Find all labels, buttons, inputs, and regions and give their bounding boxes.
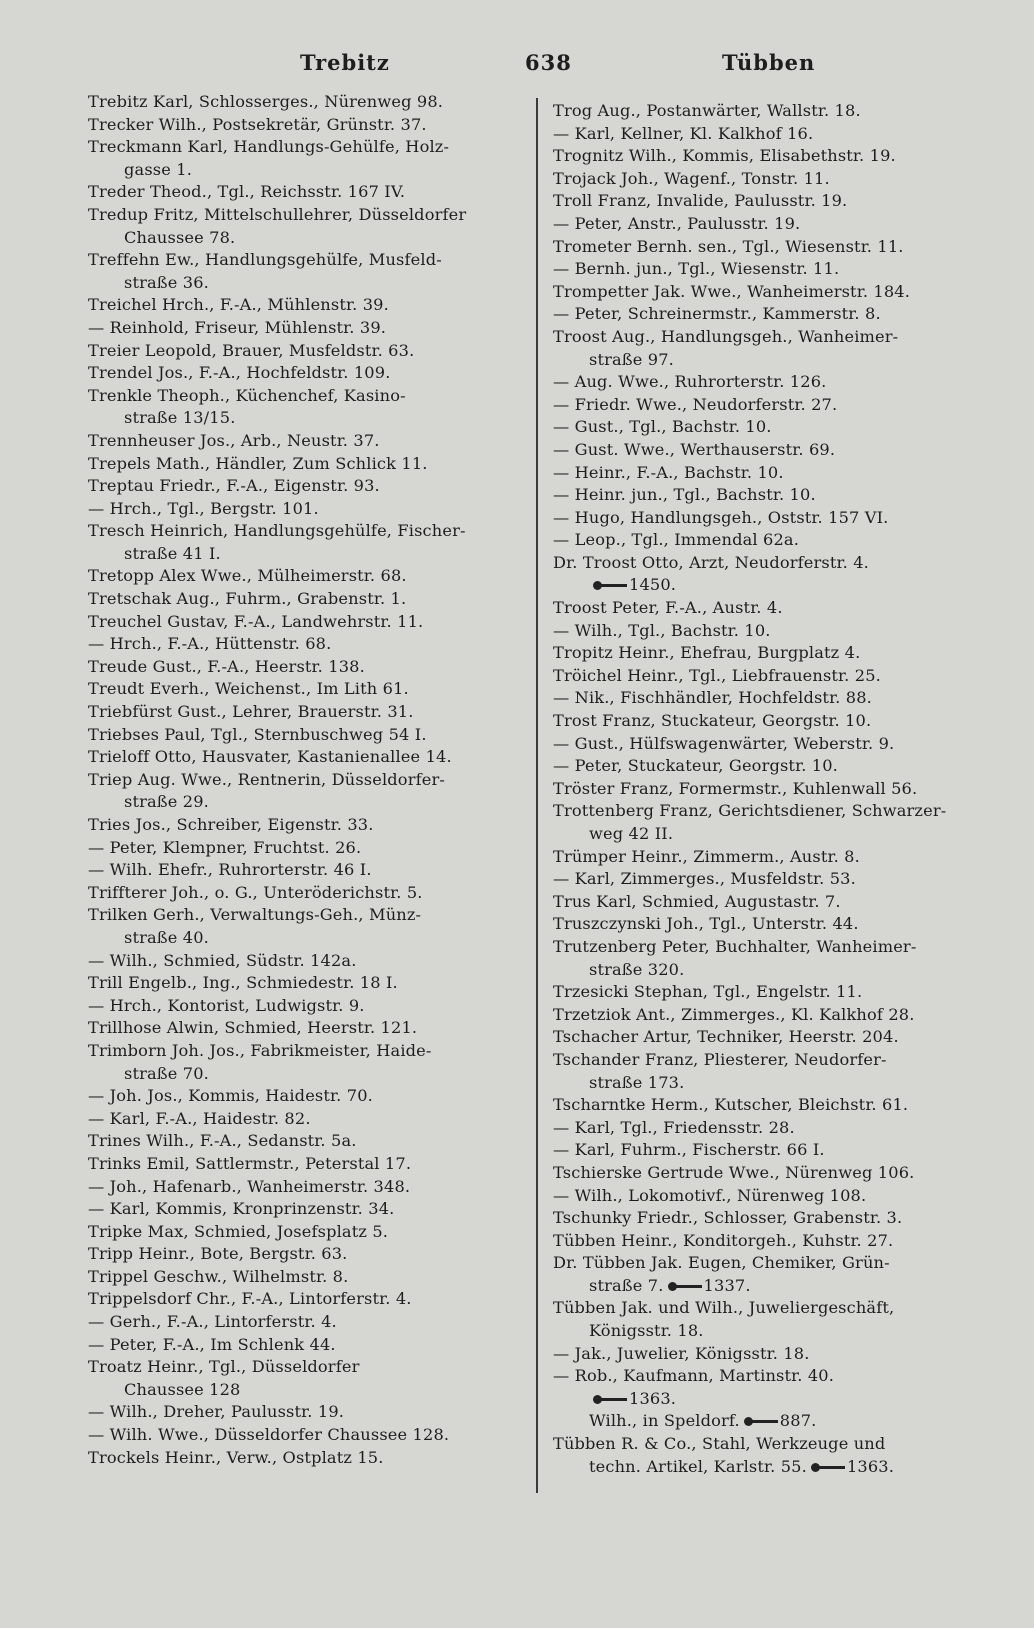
entry-continuation xyxy=(553,574,978,597)
directory-entry xyxy=(88,1198,513,1221)
entry-text: Trilken Gerh., Verwaltungs-Geh., Münz- xyxy=(88,905,422,925)
entry-text: Tübben Jak. und Wilh., Juweliergeschäft, xyxy=(553,1298,895,1318)
entry-text: — Karl, Kellner, Kl. Kalkhof 16. xyxy=(553,123,814,143)
directory-entry xyxy=(553,1004,978,1027)
directory-entry xyxy=(553,891,978,914)
directory-entry xyxy=(553,1297,978,1320)
entry-text: Treier Leopold, Brauer, Musfeldstr. 63. xyxy=(88,340,415,360)
column-divider xyxy=(536,98,538,1493)
directory-entry xyxy=(553,1049,978,1072)
entry-text: Trieloff Otto, Hausvater, Kastanienallee 14. xyxy=(88,747,452,767)
entry-text: Trutzenberg Peter, Buchhalter, Wanheimer- xyxy=(553,936,917,956)
telephone-icon xyxy=(593,580,623,591)
directory-entry xyxy=(553,936,978,959)
entry-text: Trillhose Alwin, Schmied, Heerstr. 121. xyxy=(88,1018,418,1038)
entry-text: — Hrch., Kontorist, Ludwigstr. 9. xyxy=(88,995,365,1015)
entry-text: — Gust., Hülfswagenwärter, Weberstr. 9. xyxy=(553,733,895,753)
entry-continuation xyxy=(88,227,513,250)
left-column xyxy=(88,91,513,1469)
directory-entry xyxy=(553,303,978,326)
directory-entry xyxy=(553,123,978,146)
entry-text: Tripp Heinr., Bote, Bergstr. 63. xyxy=(88,1244,348,1264)
entry-text: — Rob., Kaufmann, Martinstr. 40. xyxy=(553,1366,835,1386)
directory-entry xyxy=(88,362,513,385)
entry-text: straße 13/15. xyxy=(124,408,236,428)
directory-entry xyxy=(88,249,513,272)
entry-text: — Karl, Zimmerges., Musfeldstr. 53. xyxy=(553,869,856,889)
entry-text: Triebses Paul, Tgl., Sternbuschweg 54 I. xyxy=(88,724,427,744)
entry-text: — Hugo, Handlungsgeh., Oststr. 157 VI. xyxy=(553,507,889,527)
entry-text: Trost Franz, Stuckateur, Georgstr. 10. xyxy=(553,711,872,731)
entry-text: — Wilh. Ehefr., Ruhrorterstr. 46 I. xyxy=(88,860,372,880)
entry-text: — Wilh., Tgl., Bachstr. 10. xyxy=(553,620,771,640)
entry-text: weg 42 II. xyxy=(589,824,674,843)
directory-entry xyxy=(88,904,513,927)
running-head-right: Tübben xyxy=(722,50,816,75)
entry-text: Troatz Heinr., Tgl., Düsseldorfer xyxy=(88,1357,360,1377)
entry-text: Treudt Everh., Weichenst., Im Lith 61. xyxy=(88,679,409,699)
directory-entry xyxy=(88,1176,513,1199)
directory-entry xyxy=(88,565,513,588)
directory-entry xyxy=(553,620,978,643)
entry-text: Trompetter Jak. Wwe., Wanheimerstr. 184. xyxy=(553,281,911,301)
directory-entry xyxy=(553,213,978,236)
entry-text: Königsstr. 18. xyxy=(589,1321,704,1341)
entry-text: — Heinr., F.-A., Bachstr. 10. xyxy=(553,462,784,482)
running-head-left: Trebitz xyxy=(300,50,390,75)
entry-text: — Peter, Stuckateur, Georgstr. 10. xyxy=(553,756,838,776)
entry-text: Tretopp Alex Wwe., Mülheimerstr. 68. xyxy=(88,566,407,586)
entry-continuation xyxy=(553,1275,978,1298)
entry-continuation xyxy=(88,272,513,295)
entry-text: Triffterer Joh., o. G., Unteröderichstr. 5. xyxy=(88,882,423,902)
telephone-icon xyxy=(811,1462,841,1473)
directory-entry xyxy=(88,678,513,701)
directory-entry xyxy=(553,1207,978,1230)
entry-text: — Karl, Tgl., Friedensstr. 28. xyxy=(553,1117,795,1137)
directory-entry xyxy=(88,611,513,634)
entry-text: straße 36. xyxy=(124,272,209,292)
directory-entry xyxy=(553,371,978,394)
telephone-icon xyxy=(593,1394,623,1405)
entry-text: Tschierske Gertrude Wwe., Nürenweg 106. xyxy=(553,1162,915,1182)
directory-entry xyxy=(553,484,978,507)
entry-text: Troll Franz, Invalide, Paulusstr. 19. xyxy=(553,191,848,211)
directory-entry xyxy=(553,778,978,801)
directory-entry xyxy=(88,1221,513,1244)
directory-entry xyxy=(88,1040,513,1063)
entry-text: Trecker Wilh., Postsekretär, Grünstr. 37. xyxy=(88,114,427,134)
entry-text: — Joh., Hafenarb., Wanheimerstr. 348. xyxy=(88,1176,411,1196)
entry-text: straße 29. xyxy=(124,792,209,812)
entry-text: Trill Engelb., Ing., Schmiedestr. 18 I. xyxy=(88,973,398,993)
directory-entry xyxy=(553,981,978,1004)
directory-entry xyxy=(88,340,513,363)
entry-text: Chaussee 128 xyxy=(124,1379,241,1399)
directory-entry xyxy=(88,701,513,724)
entry-text: — Peter, Schreinermstr., Kammerstr. 8. xyxy=(553,304,881,324)
entry-text: straße 70. xyxy=(124,1063,209,1083)
directory-entry xyxy=(553,1185,978,1208)
directory-entry xyxy=(553,733,978,756)
directory-entry xyxy=(88,136,513,159)
directory-entry xyxy=(88,1243,513,1266)
entry-text: Trometer Bernh. sen., Tgl., Wiesenstr. 11. xyxy=(553,236,904,256)
entry-text: — Reinhold, Friseur, Mühlenstr. 39. xyxy=(88,317,387,337)
entry-text: Triebfürst Gust., Lehrer, Brauerstr. 31. xyxy=(88,702,414,722)
directory-entry xyxy=(88,1085,513,1108)
entry-continuation xyxy=(553,823,978,846)
entry-text: Tredup Fritz, Mittelschullehrer, Düsseldorfer xyxy=(88,204,467,224)
entry-continuation xyxy=(553,959,978,982)
directory-entry xyxy=(553,642,978,665)
entry-text: Treffehn Ew., Handlungsgehülfe, Musfeld- xyxy=(88,250,442,270)
directory-entry xyxy=(553,281,978,304)
entry-text: Trümper Heinr., Zimmerm., Austr. 8. xyxy=(553,846,860,866)
directory-entry xyxy=(88,1288,513,1311)
telephone-icon xyxy=(744,1416,774,1427)
entry-text: — Gust. Wwe., Werthauserstr. 69. xyxy=(553,439,836,459)
directory-entry xyxy=(88,91,513,114)
entry-text: Tschander Franz, Pliesterer, Neudorfer- xyxy=(553,1049,887,1069)
directory-entry xyxy=(88,814,513,837)
entry-continuation xyxy=(88,159,513,182)
directory-entry xyxy=(88,498,513,521)
entry-continuation xyxy=(88,791,513,814)
directory-entry xyxy=(553,913,978,936)
entry-text: Wilh., in Speldorf. xyxy=(589,1411,740,1431)
entry-text: — Nik., Fischhändler, Hochfeldstr. 88. xyxy=(553,688,872,708)
entry-text: Treckmann Karl, Handlungs-Gehülfe, Holz- xyxy=(88,137,450,157)
entry-text: Tresch Heinrich, Handlungsgehülfe, Fischer- xyxy=(88,521,466,541)
directory-entry xyxy=(88,1356,513,1379)
entry-text: Tscharntke Herm., Kutscher, Bleichstr. 61. xyxy=(553,1095,909,1115)
telephone-number: 1363. xyxy=(629,1388,677,1408)
entry-text: Trenkle Theoph., Küchenchef, Kasino- xyxy=(88,385,406,405)
directory-entry xyxy=(553,800,978,823)
entry-text: Trippelsdorf Chr., F.-A., Lintorferstr. 4. xyxy=(88,1289,412,1309)
directory-entry xyxy=(88,1447,513,1470)
directory-entry xyxy=(553,755,978,778)
directory-entry xyxy=(88,1108,513,1131)
entry-text: — Bernh. jun., Tgl., Wiesenstr. 11. xyxy=(553,259,840,279)
directory-entry xyxy=(553,1026,978,1049)
telephone-icon xyxy=(668,1281,698,1292)
entry-text: — Hrch., Tgl., Bergstr. 101. xyxy=(88,498,319,518)
entry-continuation xyxy=(88,927,513,950)
directory-entry xyxy=(553,394,978,417)
directory-entry xyxy=(553,145,978,168)
entry-text: Treptau Friedr., F.-A., Eigenstr. 93. xyxy=(88,476,380,496)
directory-entry xyxy=(553,236,978,259)
entry-text: straße 320. xyxy=(589,959,685,979)
directory-entry xyxy=(88,475,513,498)
entry-text: straße 173. xyxy=(589,1072,685,1092)
entry-text: Tübben R. & Co., Stahl, Werkzeuge und xyxy=(553,1434,886,1454)
directory-entry xyxy=(553,846,978,869)
entry-text: Trennheuser Jos., Arb., Neustr. 37. xyxy=(88,430,380,450)
entry-text: straße 97. xyxy=(589,349,674,369)
entry-continuation xyxy=(553,349,978,372)
entry-text: gasse 1. xyxy=(124,159,192,179)
entry-text: — Leop., Tgl., Immendal 62a. xyxy=(553,530,800,550)
entry-text: straße 7. xyxy=(589,1275,664,1295)
directory-entry xyxy=(553,1117,978,1140)
entry-text: — Karl, Kommis, Kronprinzenstr. 34. xyxy=(88,1199,395,1219)
entry-text: Chaussee 78. xyxy=(124,227,236,247)
directory-entry xyxy=(553,1343,978,1366)
telephone-number: 1363. xyxy=(846,1456,895,1476)
directory-entry xyxy=(553,168,978,191)
entry-text: Tschacher Artur, Techniker, Heerstr. 204. xyxy=(553,1027,899,1047)
directory-entry xyxy=(88,588,513,611)
directory-entry xyxy=(88,317,513,340)
entry-text: — Wilh., Schmied, Südstr. 142a. xyxy=(88,950,357,970)
directory-entry xyxy=(553,190,978,213)
directory-entry xyxy=(553,665,978,688)
entry-text: Triep Aug. Wwe., Rentnerin, Düsseldorfer- xyxy=(88,769,445,789)
directory-entry xyxy=(553,462,978,485)
directory-entry xyxy=(553,1433,978,1456)
directory-entry xyxy=(553,100,978,123)
entry-text: — Hrch., F.-A., Hüttenstr. 68. xyxy=(88,634,332,654)
directory-entry xyxy=(88,882,513,905)
directory-entry xyxy=(553,687,978,710)
entry-text: — Peter, F.-A., Im Schlenk 44. xyxy=(88,1334,336,1354)
entry-text: — Wilh., Dreher, Paulusstr. 19. xyxy=(88,1402,345,1422)
directory-entry xyxy=(553,529,978,552)
entry-continuation xyxy=(88,407,513,430)
directory-entry xyxy=(88,181,513,204)
directory-entry xyxy=(88,837,513,860)
entry-text: Tries Jos., Schreiber, Eigenstr. 33. xyxy=(88,815,374,834)
directory-entry xyxy=(88,430,513,453)
page-number: 638 xyxy=(525,50,572,75)
telephone-number: 1337. xyxy=(703,1275,751,1295)
entry-text: — Karl, Fuhrm., Fischerstr. 66 I. xyxy=(553,1140,825,1160)
entry-text: Treder Theod., Tgl., Reichsstr. 167 IV. xyxy=(88,182,406,202)
entry-text: Trzesicki Stephan, Tgl., Engelstr. 11. xyxy=(553,982,863,1002)
entry-text: — Peter, Anstr., Paulusstr. 19. xyxy=(553,213,801,233)
telephone-number: 887. xyxy=(779,1411,817,1431)
directory-entry xyxy=(88,204,513,227)
directory-entry xyxy=(88,1311,513,1334)
entry-text: Tripke Max, Schmied, Josefsplatz 5. xyxy=(88,1221,389,1241)
entry-text: Tretschak Aug., Fuhrm., Grabenstr. 1. xyxy=(88,589,407,609)
directory-entry xyxy=(88,114,513,137)
entry-text: Trottenberg Franz, Gerichtsdiener, Schwarzer- xyxy=(553,801,947,821)
directory-entry xyxy=(88,1130,513,1153)
directory-entry xyxy=(88,859,513,882)
entry-text: Trendel Jos., F.-A., Hochfeldstr. 109. xyxy=(88,363,391,383)
directory-entry xyxy=(88,1401,513,1424)
entry-continuation xyxy=(88,543,513,566)
entry-text: — Karl, F.-A., Haidestr. 82. xyxy=(88,1108,311,1128)
entry-text: Treichel Hrch., F.-A., Mühlenstr. 39. xyxy=(88,295,389,315)
directory-entry xyxy=(88,972,513,995)
entry-text: Trog Aug., Postanwärter, Wallstr. 18. xyxy=(553,101,861,120)
directory-entry xyxy=(88,520,513,543)
entry-continuation xyxy=(88,1379,513,1402)
entry-text: — Gerh., F.-A., Lintorferstr. 4. xyxy=(88,1312,337,1332)
entry-text: Trus Karl, Schmied, Augustastr. 7. xyxy=(553,891,841,911)
entry-text: Troost Peter, F.-A., Austr. 4. xyxy=(553,598,783,618)
entry-text: — Friedr. Wwe., Neudorferstr. 27. xyxy=(553,394,838,414)
entry-text: Trimborn Joh. Jos., Fabrikmeister, Haide- xyxy=(88,1040,432,1060)
directory-entry xyxy=(553,1094,978,1117)
entry-text: — Joh. Jos., Kommis, Haidestr. 70. xyxy=(88,1086,373,1106)
entry-text: — Gust., Tgl., Bachstr. 10. xyxy=(553,417,772,437)
directory-entry xyxy=(553,507,978,530)
entry-text: Treude Gust., F.-A., Heerstr. 138. xyxy=(88,656,365,676)
entry-text: Trebitz Karl, Schlosserges., Nürenweg 98. xyxy=(88,92,444,111)
directory-entry xyxy=(88,385,513,408)
entry-text: — Peter, Klempner, Fruchtst. 26. xyxy=(88,837,362,857)
entry-text: — Heinr. jun., Tgl., Bachstr. 10. xyxy=(553,485,816,505)
directory-entry xyxy=(88,950,513,973)
directory-entry xyxy=(553,439,978,462)
entry-text: Trippel Geschw., Wilhelmstr. 8. xyxy=(88,1266,349,1286)
directory-entry xyxy=(553,868,978,891)
entry-text: Trines Wilh., F.-A., Sedanstr. 5a. xyxy=(88,1131,357,1151)
directory-entry xyxy=(88,453,513,476)
entry-text: Trinks Emil, Sattlermstr., Peterstal 17. xyxy=(88,1153,412,1173)
entry-text: techn. Artikel, Karlstr. 55. xyxy=(589,1456,807,1476)
directory-entry xyxy=(553,258,978,281)
entry-text: straße 40. xyxy=(124,927,209,947)
directory-entry xyxy=(88,294,513,317)
directory-entry xyxy=(553,552,978,575)
directory-entry xyxy=(88,1153,513,1176)
entry-continuation xyxy=(553,1388,978,1411)
directory-entry xyxy=(553,710,978,733)
directory-entry xyxy=(88,1334,513,1357)
directory-entry xyxy=(88,724,513,747)
entry-continuation xyxy=(553,1072,978,1095)
entry-text: — Wilh. Wwe., Düsseldorfer Chaussee 128. xyxy=(88,1425,450,1445)
entry-text: Trognitz Wilh., Kommis, Elisabethstr. 19. xyxy=(553,146,896,166)
directory-entry xyxy=(553,1230,978,1253)
entry-continuation xyxy=(553,1320,978,1343)
directory-entry xyxy=(553,1252,978,1275)
directory-entry xyxy=(553,326,978,349)
entry-text: Tropitz Heinr., Ehefrau, Burgplatz 4. xyxy=(553,643,861,663)
telephone-number: 1450. xyxy=(629,575,677,595)
directory-entry xyxy=(553,1139,978,1162)
directory-entry xyxy=(88,1424,513,1447)
directory-entry xyxy=(553,416,978,439)
entry-text: Tröichel Heinr., Tgl., Liebfrauenstr. 25. xyxy=(553,665,881,685)
directory-entry xyxy=(88,746,513,769)
entry-continuation xyxy=(88,1063,513,1086)
entry-text: Truszczynski Joh., Tgl., Unterstr. 44. xyxy=(553,914,859,934)
entry-continuation xyxy=(553,1410,978,1433)
directory-entry xyxy=(88,995,513,1018)
entry-text: straße 41 I. xyxy=(124,543,221,563)
entry-continuation xyxy=(553,1456,978,1479)
entry-text: — Aug. Wwe., Ruhrorterstr. 126. xyxy=(553,372,827,392)
directory-entry xyxy=(88,656,513,679)
entry-text: Tübben Heinr., Konditorgeh., Kuhstr. 27. xyxy=(553,1230,894,1250)
entry-text: Tröster Franz, Formermstr., Kuhlenwall 56. xyxy=(553,778,918,798)
entry-text: Trepels Math., Händler, Zum Schlick 11. xyxy=(88,453,428,473)
entry-text: Troost Aug., Handlungsgeh., Wanheimer- xyxy=(553,326,899,346)
directory-entry xyxy=(553,1365,978,1388)
directory-entry xyxy=(553,1162,978,1185)
entry-text: Dr. Tübben Jak. Eugen, Chemiker, Grün- xyxy=(553,1253,890,1273)
entry-text: — Wilh., Lokomotivf., Nürenweg 108. xyxy=(553,1185,867,1205)
entry-text: Tschunky Friedr., Schlosser, Grabenstr. 3. xyxy=(553,1208,903,1228)
entry-text: Treuchel Gustav, F.-A., Landwehrstr. 11. xyxy=(88,611,424,631)
directory-entry xyxy=(88,633,513,656)
directory-entry xyxy=(88,1266,513,1289)
entry-text: Trockels Heinr., Verw., Ostplatz 15. xyxy=(88,1447,384,1467)
entry-text: — Jak., Juwelier, Königsstr. 18. xyxy=(553,1343,810,1363)
directory-entry xyxy=(88,769,513,792)
directory-entry xyxy=(88,1017,513,1040)
entry-text: Trojack Joh., Wagenf., Tonstr. 11. xyxy=(553,168,830,188)
entry-text: Dr. Troost Otto, Arzt, Neudorferstr. 4. xyxy=(553,552,869,572)
right-column xyxy=(553,100,978,1478)
directory-entry xyxy=(553,597,978,620)
entry-text: Trzetziok Ant., Zimmerges., Kl. Kalkhof 28. xyxy=(553,1004,915,1024)
